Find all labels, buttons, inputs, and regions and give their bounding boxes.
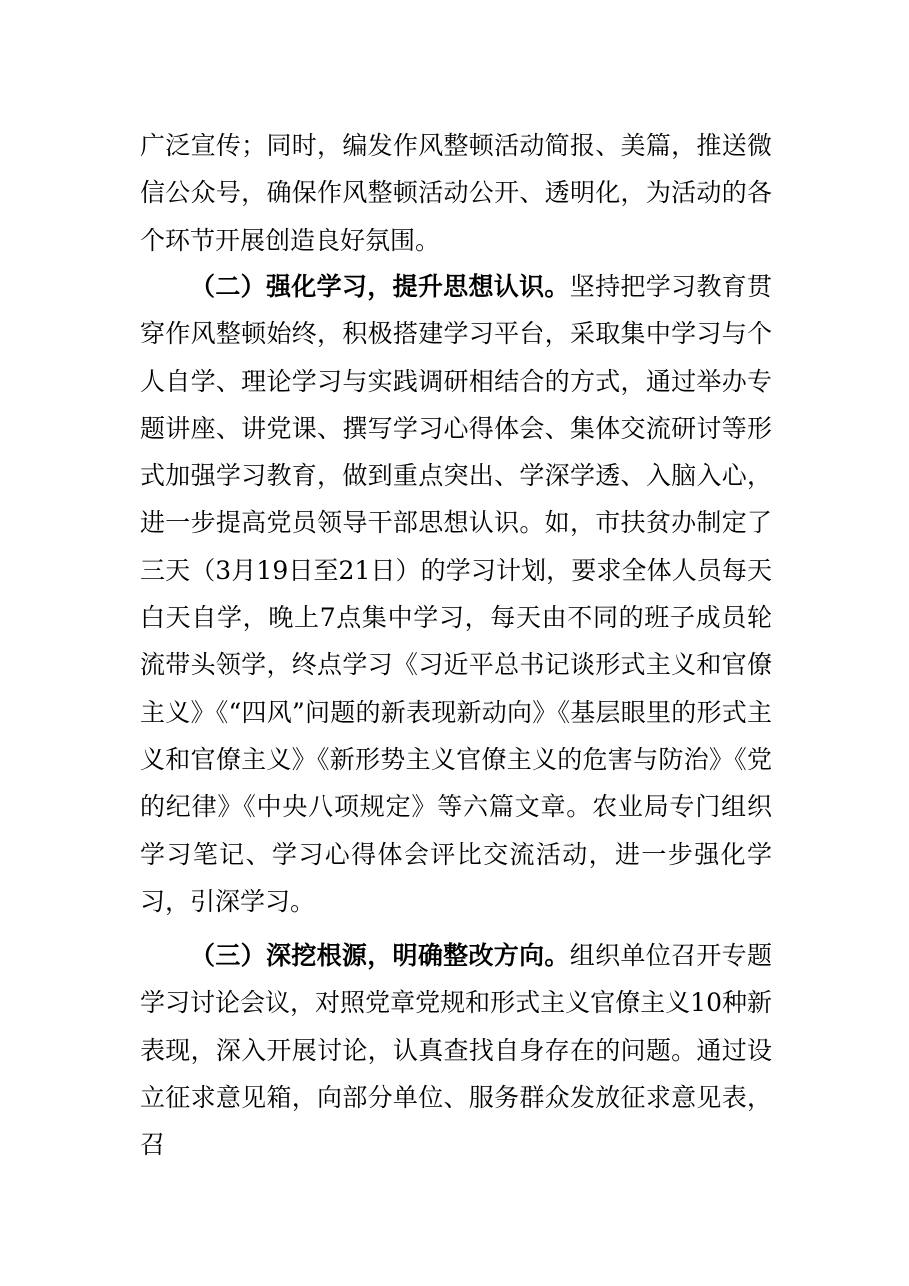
section-2-heading: （二）强化学习，提升思想认识。 xyxy=(190,272,570,301)
section-3 xyxy=(140,932,772,1168)
section-2-body: 坚持把学习教育贯穿作风整顿始终，积极搭建学习平台，采取集中学习与个人自学、理论学习与实践调研相结合的方式，通过举办专题讲座、讲党课、撰写学习心得体会、集体交流研讨等形式加强学习教育，做到重点突出、学深学透、入脑入心，进一步提高党员领导干部思想认识。如，市扶贫办制定了三天（3月19日至21日）的学习计划，要求全体人员每天白天自学，晚上7点集中学习，每天由不同的班子成员轮流带头领学，终点学习《习近平总书记谈形式主义和官僚主义》《“四风”问题的新表现新动向》《基层眼里的形式主义和官僚主义》《新形势主义官僚主义的危害与防治》《党的纪律》《中央八项规定》等六篇文章。农业局专门组织学习笔记、学习心得体会评比交流活动，进一步强化学习，引深学习。 xyxy=(140,272,772,916)
paragraph-continued xyxy=(140,122,772,264)
paragraph-1: 广泛宣传；同时，编发作风整顿活动简报、美篇，推送微信公众号，确保作风整顿活动公开、透明化，为活动的各个环节开展创造良好氛围。 xyxy=(140,131,772,255)
paragraph-3 xyxy=(140,932,772,1168)
section-3-body: 组织单位召开专题学习讨论会议，对照党章党规和形式主义官僚主义10种新表现，深入开展讨论，认真查找自身存在的问题。通过设立征求意见箱，向部分单位、服务群众发放征求意见表，召 xyxy=(140,941,772,1160)
section-2 xyxy=(140,263,772,925)
section-3-heading: （三）深挖根源，明确整改方向。 xyxy=(190,941,570,970)
paragraph-2 xyxy=(140,263,772,925)
